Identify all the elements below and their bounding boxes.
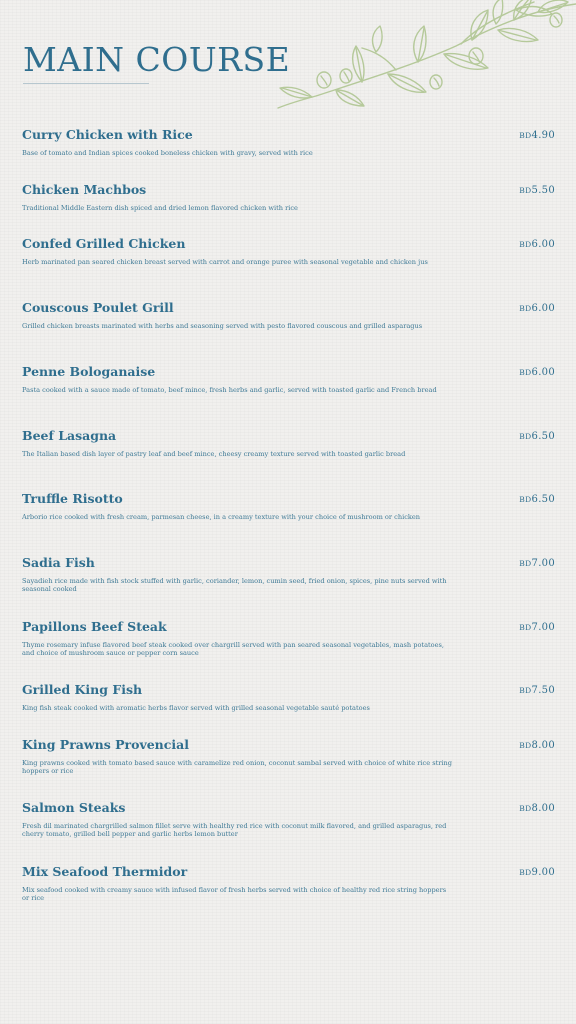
dish-price — [519, 739, 555, 752]
currency-label: BD — [519, 186, 532, 195]
olive-branch-illustration — [276, 0, 576, 110]
price-value: 8.00 — [531, 740, 555, 751]
dish-name: Couscous Poulet Grill — [22, 300, 174, 315]
dish-price — [519, 557, 555, 570]
dish-price — [519, 621, 555, 634]
price-value: 7.00 — [531, 622, 555, 633]
dish-description: Traditional Middle Eastern dish spiced and dried lemon flavored chicken with rice — [22, 204, 298, 212]
dish-description: Base of tomato and Indian spices cooked boneless chicken with gravy, served with rice — [22, 149, 313, 157]
price-value: 7.50 — [531, 685, 555, 696]
price-value: 6.00 — [531, 367, 555, 378]
dish-price — [519, 802, 555, 815]
dish-price — [519, 366, 555, 379]
dish-price — [519, 184, 555, 197]
currency-label: BD — [519, 741, 532, 750]
price-value: 4.90 — [531, 130, 555, 141]
dish-name: Confed Grilled Chicken — [22, 236, 186, 251]
dish-description: King fish steak cooked with aromatic herbs flavor served with grilled seasonal vegetable sauté potatoes — [22, 704, 370, 712]
currency-label: BD — [519, 304, 532, 313]
dish-description: Mix seafood cooked with creamy sauce with infused flavor of fresh herbs served with choice of healthy red rice string hoppers or rice — [22, 886, 447, 903]
currency-label: BD — [519, 240, 532, 249]
title-divider — [23, 83, 149, 84]
currency-label: BD — [519, 368, 532, 377]
dish-price — [519, 430, 555, 443]
dish-description: Grilled chicken breasts marinated with herbs and seasoning served with pesto flavored couscous and grilled asparagus — [22, 322, 423, 330]
dish-name: Penne Bologanaise — [22, 364, 156, 379]
price-value: 5.50 — [531, 185, 555, 196]
dish-name: Curry Chicken with Rice — [22, 127, 193, 142]
dish-name: Mix Seafood Thermidor — [22, 864, 188, 879]
dish-price — [519, 493, 555, 506]
dish-description: Pasta cooked with a sauce made of tomato, beef mince, fresh herbs and garlic, served with toasted garlic and French bread — [22, 386, 437, 394]
dish-name: King Prawns Provencial — [22, 737, 189, 752]
dish-description: Herb marinated pan seared chicken breast served with carrot and orange puree with seasonal vegetable and chicken jus — [22, 258, 428, 266]
dish-price — [519, 302, 555, 315]
dish-description: Fresh dil marinated chargrilled salmon fillet serve with healthy red rice with coconut milk flavored, and grilled asparagus, red cherry tomato, grilled bell pepper and garlic herbs lemon butter — [22, 822, 447, 839]
currency-label: BD — [519, 686, 532, 695]
dish-description: Arborio rice cooked with fresh cream, parmesan cheese, in a creamy texture with your choice of mushroom or chicken — [22, 513, 421, 521]
dish-description: Sayadieh rice made with fish stock stuffed with garlic, coriander, lemon, cumin seed, fried onion, spices, pine nuts served with seasonal cooked — [22, 577, 447, 594]
dish-price — [519, 684, 555, 697]
dish-description: King prawns cooked with tomato based sauce with caramelize red onion, coconut sambal served with choice of white rice string hoppers or rice — [22, 759, 452, 776]
currency-label: BD — [519, 432, 532, 441]
dish-description: Thyme rosemary infuse flavored beef steak cooked over chargrill served with pan seared seasonal vegetables, mash potatoes, and choice of mushroom sauce or pepper corn sauce — [22, 641, 445, 658]
currency-label: BD — [519, 495, 532, 504]
currency-label: BD — [519, 804, 532, 813]
dish-name: Chicken Machbos — [22, 182, 147, 197]
currency-label: BD — [519, 131, 532, 140]
price-value: 6.00 — [531, 239, 555, 250]
dish-name: Papillons Beef Steak — [22, 619, 167, 634]
price-value: 7.00 — [531, 558, 555, 569]
dish-description: The Italian based dish layer of pastry leaf and beef mince, cheesy creamy texture served with toasted garlic bread — [22, 450, 406, 458]
price-value: 8.00 — [531, 803, 555, 814]
dish-name: Salmon Steaks — [22, 800, 126, 815]
dish-price — [519, 129, 555, 142]
dish-price — [519, 866, 555, 879]
dish-name: Beef Lasagna — [22, 428, 117, 443]
price-value: 6.50 — [531, 431, 555, 442]
price-value: 6.00 — [531, 303, 555, 314]
currency-label: BD — [519, 559, 532, 568]
currency-label: BD — [519, 623, 532, 632]
price-value: 6.50 — [531, 494, 555, 505]
dish-price — [519, 238, 555, 251]
dish-name: Sadia Fish — [22, 555, 95, 570]
currency-label: BD — [519, 868, 532, 877]
dish-name: Grilled King Fish — [22, 682, 143, 697]
price-value: 9.00 — [531, 867, 555, 878]
page-title: MAIN COURSE — [23, 40, 291, 79]
dish-name: Truffle Risotto — [22, 491, 123, 506]
